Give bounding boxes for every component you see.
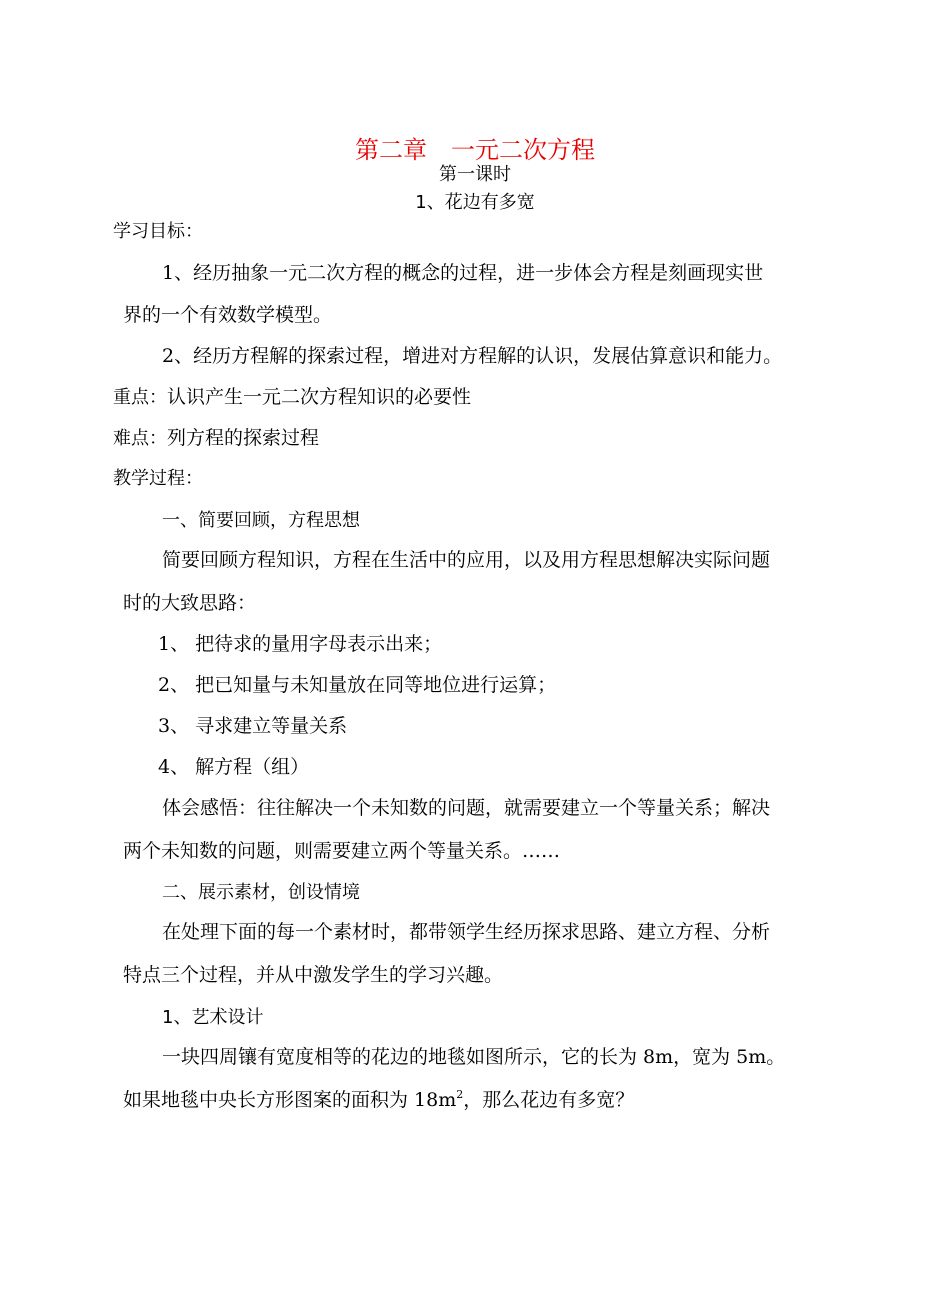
objective-2: 2、经历方程解的探索过程，增进对方程解的认识，发展估算意识和能力。 — [162, 345, 783, 367]
objectives-heading: 学习目标： — [113, 221, 203, 242]
section-2-intro-line-2: 特点三个过程，并从中激发学生的学习兴趣。 — [123, 964, 504, 986]
problem-line-2-text: 如果地毯中央长方形图案的面积为 18m — [123, 1089, 457, 1111]
step-1: 1、 把待求的量用字母表示出来； — [158, 633, 443, 655]
section-2-title: 二、展示素材，创设情境 — [162, 882, 360, 903]
step-3: 3、 寻求建立等量关系 — [158, 715, 348, 737]
difficulty-text: 列方程的探索过程 — [167, 427, 320, 449]
objective-1-line-1: 1、经历抽象一元二次方程的概念的过程，进一步体会方程是刻画现实世 — [162, 262, 764, 284]
insight-line-1: 体会感悟：往往解决一个未知数的问题，就需要建立一个等量关系；解决 — [162, 797, 771, 819]
step-4: 4、 解方程（组） — [158, 756, 310, 778]
process-heading: 教学过程： — [113, 468, 203, 489]
key-point — [113, 382, 471, 409]
art-design-title: 1、艺术设计 — [162, 1007, 264, 1028]
topic-subtitle: 1、花边有多宽 — [415, 192, 535, 213]
difficulty — [113, 423, 319, 450]
lesson-subtitle: 第一课时 — [439, 164, 511, 185]
problem-line-1: 一块四周镶有宽度相等的花边的地毯如图所示，它的长为 8m，宽为 5m。 — [162, 1046, 786, 1068]
section-1-intro-line-1: 简要回顾方程知识，方程在生活中的应用，以及用方程思想解决实际问题 — [162, 549, 771, 571]
objective-1-line-2: 界的一个有效数学模型。 — [123, 304, 333, 326]
section-1-intro-line-2: 时的大致思路： — [123, 592, 257, 614]
problem-line-2 — [123, 1085, 634, 1112]
problem-question: ，那么花边有多宽？ — [463, 1089, 635, 1111]
section-1-title: 一、简要回顾，方程思想 — [162, 510, 360, 531]
insight-line-2: 两个未知数的问题，则需要建立两个等量关系。…… — [123, 840, 561, 862]
area-exponent: 2 — [456, 1088, 464, 1101]
section-2-intro-line-1: 在处理下面的每一个素材时，都带领学生经历探求思路、建立方程、分析 — [162, 921, 771, 943]
chapter-title: 第二章 一元二次方程 — [355, 136, 595, 164]
step-2: 2、 把已知量与未知量放在同等地位进行运算； — [158, 674, 557, 696]
key-point-text: 认识产生一元二次方程知识的必要性 — [167, 386, 472, 408]
difficulty-label: 难点： — [113, 428, 167, 449]
key-point-label: 重点： — [113, 387, 167, 408]
